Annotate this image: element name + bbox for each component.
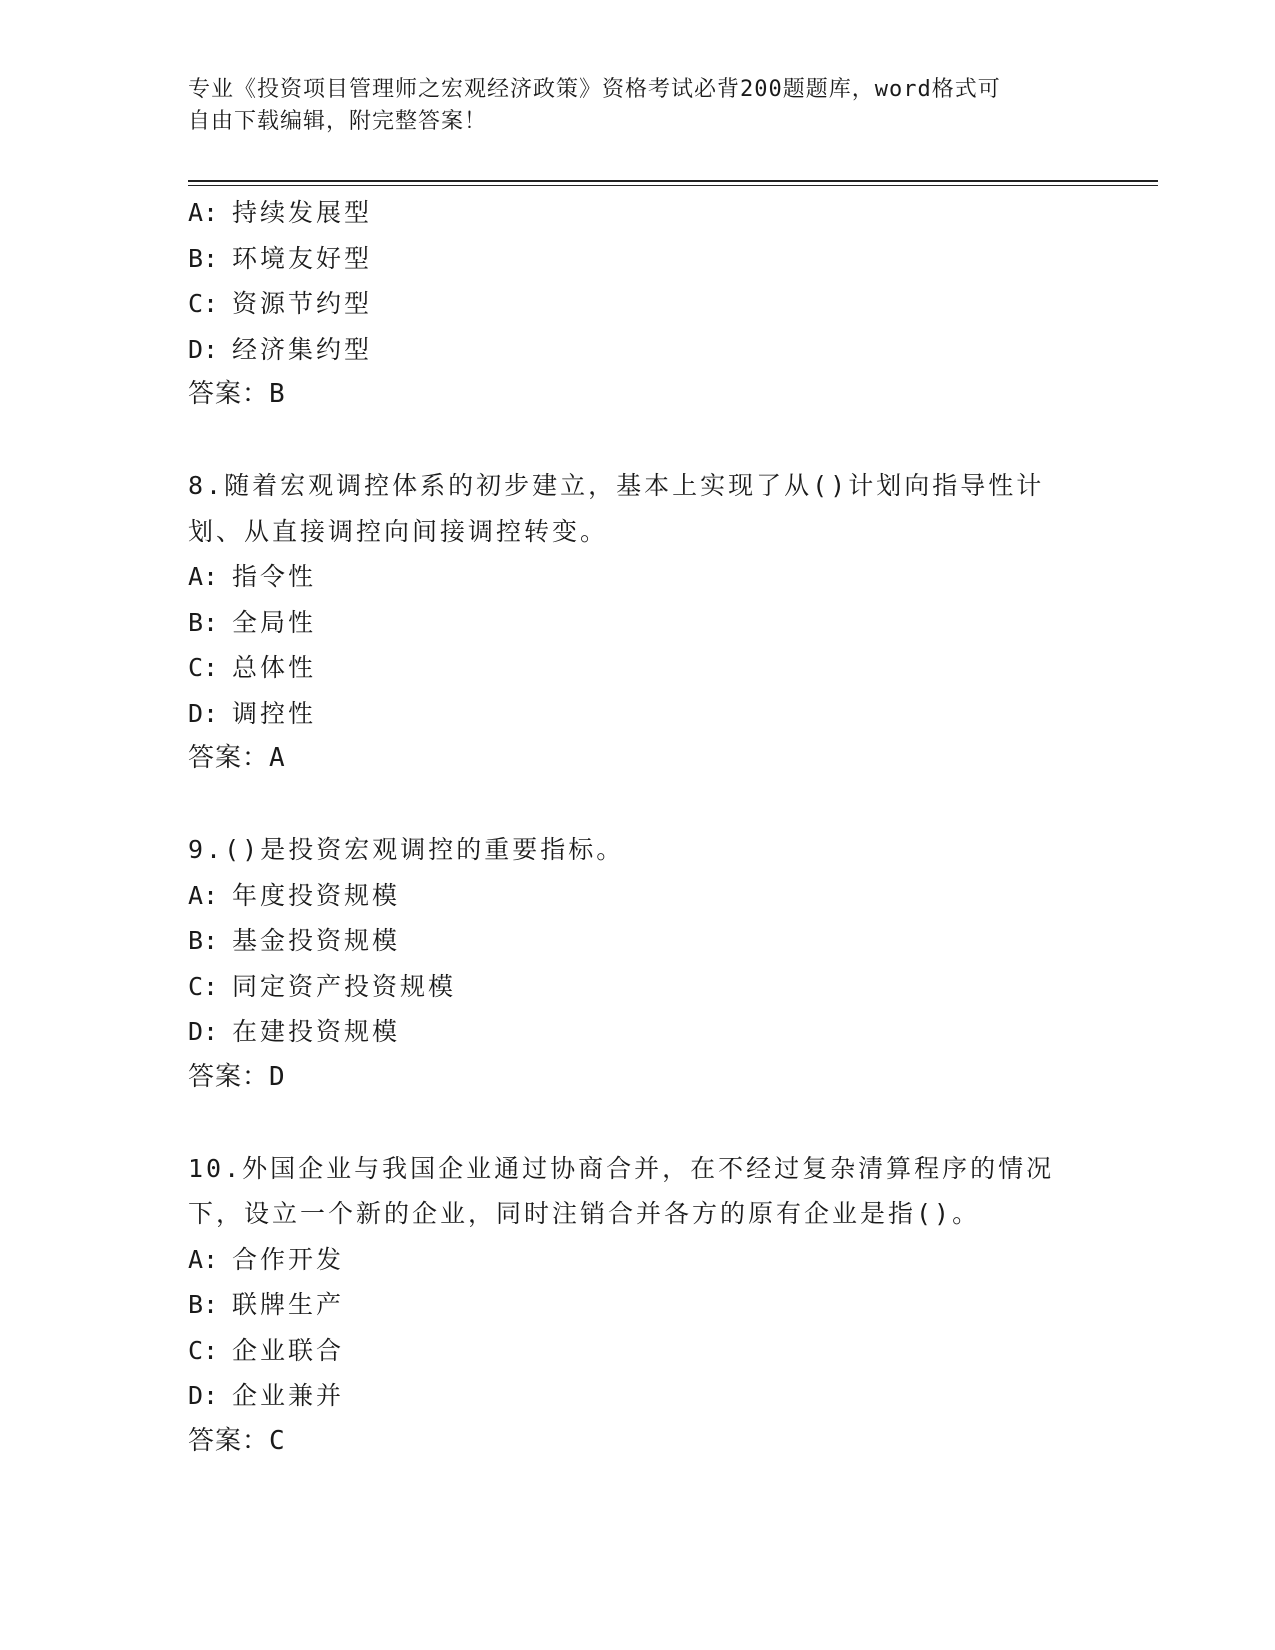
option-b: [188, 600, 1088, 646]
question-10: [188, 1146, 1088, 1465]
option-a: [188, 554, 1088, 600]
option-text: 持续发展型: [232, 198, 373, 227]
question-text-line-1: 10.外国企业与我国企业通过协商合并，在不经过复杂清算程序的情况: [188, 1153, 1055, 1183]
option-text: 基金投资规模: [232, 926, 401, 955]
header-line-1: 专业《投资项目管理师之宏观经济政策》资格考试必背200题题库，word格式可: [188, 77, 1001, 102]
answer-line: 答案：A: [188, 743, 286, 773]
option-text: 经济集约型: [232, 334, 373, 364]
option-c: [188, 645, 1088, 691]
question-text-line-1: 8.随着宏观调控体系的初步建立，基本上实现了从()计划向指导性计: [188, 471, 1045, 500]
answer-line: 答案：C: [188, 1425, 286, 1456]
option-c: [188, 1328, 1088, 1374]
question-9: [188, 827, 1088, 1100]
answer-line: 答案：D: [188, 1061, 286, 1092]
option-letter: C:: [188, 1335, 219, 1365]
option-letter: B:: [188, 926, 219, 955]
option-letter: A:: [188, 1244, 219, 1274]
option-letter: D:: [188, 1017, 219, 1046]
question-text-line-1: 9.()是投资宏观调控的重要指标。: [188, 835, 625, 864]
option-text: 全局性: [232, 607, 317, 637]
option-letter: D:: [188, 334, 219, 364]
option-a: [188, 873, 1088, 919]
option-letter: A:: [188, 880, 219, 910]
header-rule-thin: [188, 185, 1158, 186]
option-c: [188, 964, 1088, 1010]
option-letter: D:: [188, 1381, 219, 1410]
option-text: 资源节约型: [232, 289, 373, 318]
question-text-line-2: 划、从直接调控向间接调控转变。: [188, 516, 609, 546]
option-text: 在建投资规模: [232, 1017, 401, 1046]
option-text: 同定资产投资规模: [232, 971, 457, 1001]
answer-line: 答案：B: [188, 379, 286, 409]
option-letter: B:: [188, 607, 219, 637]
question-text-line-2: 下，设立一个新的企业，同时注销合并各方的原有企业是指()。: [188, 1199, 981, 1228]
option-text: 环境友好型: [232, 243, 373, 273]
option-d: [188, 691, 1088, 737]
option-d: [188, 1373, 1088, 1419]
option-text: 企业联合: [232, 1335, 345, 1365]
option-text: 合作开发: [232, 1244, 345, 1274]
option-b: [188, 1282, 1088, 1328]
option-a: [188, 190, 1088, 236]
option-text: 指令性: [232, 562, 317, 591]
option-d: [188, 327, 1088, 373]
option-c: [188, 281, 1088, 327]
option-letter: B:: [188, 1290, 219, 1319]
option-letter: C:: [188, 289, 219, 318]
option-text: 联牌生产: [232, 1290, 345, 1319]
option-text: 企业兼并: [232, 1381, 345, 1410]
question-7: [188, 190, 1088, 418]
option-a: [188, 1237, 1088, 1283]
option-letter: A:: [188, 562, 219, 591]
option-text: 总体性: [232, 653, 317, 682]
question-8: [188, 463, 1088, 782]
document-header: [188, 74, 1068, 138]
option-letter: A:: [188, 198, 219, 227]
option-text: 年度投资规模: [232, 880, 401, 910]
option-text: 调控性: [232, 698, 317, 728]
option-b: [188, 236, 1088, 282]
header-line-2: 自由下载编辑，附完整答案！: [188, 109, 488, 134]
option-letter: C:: [188, 971, 219, 1001]
question-list: [188, 190, 1088, 1464]
option-d: [188, 1009, 1088, 1055]
option-letter: D:: [188, 698, 219, 728]
option-b: [188, 918, 1088, 964]
option-letter: C:: [188, 653, 219, 682]
option-letter: B:: [188, 243, 219, 273]
header-rule-thick: [188, 180, 1158, 182]
